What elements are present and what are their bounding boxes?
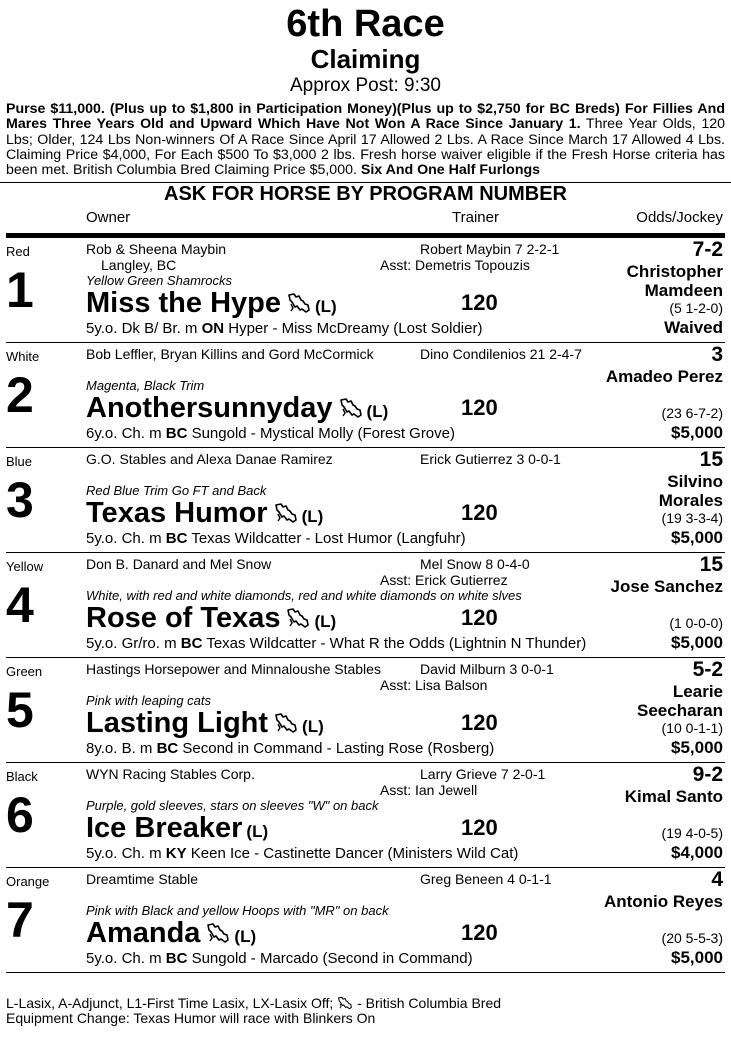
entry-1 <box>6 238 725 343</box>
program-number: 1 <box>6 262 34 319</box>
horse-name: Rose of Texas <box>86 602 281 635</box>
morning-line-odds: 4 <box>711 868 723 892</box>
legend-bc: - British Columbia Bred <box>353 995 502 1011</box>
horse-name: Amanda <box>86 917 201 950</box>
entry-3 <box>6 448 725 553</box>
breeding <box>86 530 466 547</box>
silks: Yellow Green Shamrocks <box>86 273 232 289</box>
owner: Don B. Danard and Mel Snow <box>86 556 272 573</box>
jockey-record: (5 1-2-0) <box>669 300 723 317</box>
morning-line-odds: 7-2 <box>692 238 723 262</box>
owner: Bob Leffler, Bryan Killins and Gord McCormick <box>86 346 374 363</box>
race-distance: Six And One Half Furlongs <box>360 162 541 179</box>
assistant-trainer: Asst: Demetris Topouzis <box>380 257 530 274</box>
morning-line-odds: 5-2 <box>692 658 723 682</box>
claiming-price: $4,000 <box>671 843 723 863</box>
trainer: Larry Grieve 7 2-0-1 <box>420 766 546 783</box>
post-time: Approx Post: 9:30 <box>289 75 442 96</box>
age-sex-color: 5y.o. Ch. m <box>86 845 166 863</box>
claiming-price: $5,000 <box>671 948 723 968</box>
breeding <box>86 845 518 862</box>
jockey-record: (19 3-3-4) <box>661 510 723 527</box>
medication: (L) <box>246 822 269 842</box>
trainer: Mel Snow 8 0-4-0 <box>420 556 530 573</box>
entry-5 <box>6 658 725 763</box>
weight: 120 <box>461 605 498 631</box>
morning-line-odds: 3 <box>711 343 723 367</box>
sire-dam: Sungold - Mystical Molly (Forest Grove) <box>187 425 455 443</box>
claiming-price: $5,000 <box>671 528 723 548</box>
column-header <box>6 205 725 238</box>
state-bred: KY <box>165 845 187 863</box>
race-conditions <box>0 98 731 178</box>
jockey: Learie Seecharan <box>637 682 723 721</box>
medication: (L) <box>366 402 389 422</box>
bc-map-icon <box>286 603 310 625</box>
state-bred: BC <box>165 530 188 548</box>
saddle-cloth-color: Orange <box>6 874 50 890</box>
saddle-cloth-color: White <box>6 349 40 365</box>
age-sex-color: 6y.o. Ch. m <box>86 425 166 443</box>
race-title: 6th Race <box>286 3 445 45</box>
jockey: Kimal Santo <box>624 787 723 807</box>
silks: Pink with leaping cats <box>86 693 212 709</box>
horse-name: Miss the Hype <box>86 287 281 320</box>
breeding <box>86 740 494 757</box>
sire-dam: Second in Command - Lasting Rose (Rosberg) <box>178 740 495 758</box>
weight: 120 <box>461 500 498 526</box>
silks: Magenta, Black Trim <box>86 378 205 394</box>
morning-line-odds: 15 <box>699 448 723 472</box>
claiming-price: $5,000 <box>671 738 723 758</box>
sire-dam: Texas Wildcatter - What R the Odds (Lightnin N Thunder) <box>202 635 587 653</box>
owner: Hastings Horsepower and Minnaloushe Stables <box>86 661 381 678</box>
saddle-cloth-color: Green <box>6 664 43 680</box>
medication: (L) <box>302 717 324 737</box>
trainer: Greg Beneen 4 0-1-1 <box>420 871 552 888</box>
age-sex-color: 5y.o. Ch. m <box>86 530 166 548</box>
sire-dam: Keen Ice - Castinette Dancer (Ministers Wild Cat) <box>186 845 519 863</box>
horse-name-line <box>86 601 336 639</box>
owner: Rob & Sheena Maybin <box>86 241 227 258</box>
jockey-record: (1 0-0-0) <box>669 615 723 632</box>
entry-7 <box>6 868 725 973</box>
state-bred: BC <box>180 635 203 653</box>
jockey-record: (20 5-5-3) <box>661 930 723 947</box>
program-number: 7 <box>6 892 34 949</box>
legend-lasix: L-Lasix, A-Adjunct, L1-First Time Lasix, LX-Lasix Off; <box>6 995 338 1011</box>
bc-map-icon <box>339 393 363 415</box>
age-sex-color: 8y.o. B. m <box>86 740 157 758</box>
program-number: 6 <box>6 787 34 844</box>
horse-name-line <box>86 706 324 744</box>
age-sex-color: 5y.o. Dk B/ Br. m <box>86 320 202 338</box>
state-bred: BC <box>156 740 179 758</box>
morning-line-odds: 15 <box>699 553 723 577</box>
jockey: Silvino Morales <box>658 472 723 511</box>
breeding <box>86 635 586 652</box>
weight: 120 <box>461 920 498 946</box>
race-header <box>0 0 731 98</box>
owner-location: Langley, BC <box>101 257 177 274</box>
age-sex-color: 5y.o. Ch. m <box>86 950 166 968</box>
ask-banner: ASK FOR HORSE BY PROGRAM NUMBER <box>0 182 731 205</box>
jockey: Christopher Mamdeen <box>626 262 723 301</box>
conditions-purse: Purse $11,000. (Plus up to $1,800 in Participation Money)(Plus up to $2,750 for BC Breds) For Fillies And Mares Three Years Old and Upward Which Have Not Won A Race Since January 1. <box>6 101 725 133</box>
owner: G.O. Stables and Alexa Danae Ramirez <box>86 451 333 468</box>
horse-name-line <box>86 811 268 849</box>
horse-name: Anothersunnyday <box>86 392 333 425</box>
horse-name-line <box>86 286 337 324</box>
sire-dam: Texas Wildcatter - Lost Humor (Langfuhr) <box>187 530 466 548</box>
medication: (L) <box>315 297 337 317</box>
bc-map-icon <box>287 288 311 310</box>
owner: Dreamtime Stable <box>86 871 199 888</box>
state-bred: BC <box>165 950 188 968</box>
footer <box>6 996 501 1026</box>
owner-column-header: Owner <box>86 209 131 227</box>
jockey-record: (10 0-1-1) <box>661 720 723 737</box>
entry-2 <box>6 343 725 448</box>
odds-jockey-column-header: Odds/Jockey <box>636 209 723 227</box>
jockey: Amadeo Perez <box>605 367 723 387</box>
assistant-trainer: Asst: Erick Gutierrez <box>380 572 508 589</box>
state-bred: ON <box>201 320 225 338</box>
program-number: 2 <box>6 367 34 424</box>
horse-name: Lasting Light <box>86 707 269 740</box>
medication: (L) <box>301 507 324 527</box>
sire-dam: Hyper - Miss McDreamy (Lost Soldier) <box>224 320 483 338</box>
silks: Red Blue Trim Go FT and Back <box>86 483 267 499</box>
weight: 120 <box>461 395 498 421</box>
weight: 120 <box>461 290 498 316</box>
trainer: David Milburn 3 0-0-1 <box>420 661 554 678</box>
state-bred: BC <box>165 425 188 443</box>
trainer: Dino Condilenios 21 2-4-7 <box>420 346 582 363</box>
saddle-cloth-color: Yellow <box>6 559 44 575</box>
jockey: Antonio Reyes <box>603 892 723 912</box>
bc-map-icon <box>206 918 230 940</box>
claiming-price: $5,000 <box>671 633 723 653</box>
weight: 120 <box>461 815 498 841</box>
program-number: 3 <box>6 472 34 529</box>
race-type: Claiming <box>310 44 421 74</box>
sire-dam: Sungold - Marcado (Second in Command) <box>187 950 473 968</box>
entry-6 <box>6 763 725 868</box>
trainer-column-header: Trainer <box>452 209 499 227</box>
horse-name-line <box>86 391 388 429</box>
saddle-cloth-color: Red <box>6 244 30 260</box>
trainer: Erick Gutierrez 3 0-0-1 <box>420 451 561 468</box>
breeding <box>86 950 473 967</box>
horse-name-line <box>86 496 323 534</box>
saddle-cloth-color: Black <box>6 769 38 785</box>
horse-name: Ice Breaker <box>86 812 243 845</box>
breeding <box>86 320 482 337</box>
silks: Purple, gold sleeves, stars on sleeves "W" on back <box>86 798 379 814</box>
jockey: Jose Sanchez <box>610 577 723 597</box>
footer-legend <box>6 996 501 1011</box>
saddle-cloth-color: Blue <box>6 454 33 470</box>
bc-map-icon <box>274 498 298 520</box>
horse-name: Texas Humor <box>86 497 268 530</box>
assistant-trainer: Asst: Ian Jewell <box>380 782 478 799</box>
medication: (L) <box>234 927 257 947</box>
weight: 120 <box>461 710 498 736</box>
breeding <box>86 425 455 442</box>
program-number: 4 <box>6 577 34 634</box>
age-sex-color: 5y.o. Gr/ro. m <box>86 635 181 653</box>
program-number: 5 <box>6 682 34 739</box>
horse-name-line <box>86 916 256 954</box>
conditions-details: Three Year Olds, 120 Lbs; Older, 124 Lbs Non-winners Of A Race Since April 17 Allowed 2 Lbs. A Race Since March 17 Allowed 4 Lbs. Claiming Price $4,000, For Each $500 To $3,000 2 lbs. Fresh horse waiver eligible if the Fresh Horse criteria has been met. British Columbia Bred Claiming Price $5,000. <box>6 116 726 179</box>
entries-list <box>0 238 731 973</box>
bc-map-icon <box>274 708 298 730</box>
equipment-change: Equipment Change: Texas Humor will race with Blinkers On <box>6 1010 376 1026</box>
bc-map-icon <box>337 996 353 1010</box>
trainer: Robert Maybin 7 2-2-1 <box>420 241 560 258</box>
claiming-price: Waived <box>664 318 723 338</box>
silks: White, with red and white diamonds, red and white diamonds on white slves <box>86 588 522 604</box>
owner: WYN Racing Stables Corp. <box>86 766 255 783</box>
jockey-record: (23 6-7-2) <box>661 405 723 422</box>
morning-line-odds: 9-2 <box>692 763 723 787</box>
entry-4 <box>6 553 725 658</box>
claiming-price: $5,000 <box>671 423 723 443</box>
medication: (L) <box>314 612 337 632</box>
silks: Pink with Black and yellow Hoops with "MR" on back <box>86 903 389 919</box>
jockey-record: (19 4-0-5) <box>661 825 723 842</box>
assistant-trainer: Asst: Lisa Balson <box>380 677 488 694</box>
